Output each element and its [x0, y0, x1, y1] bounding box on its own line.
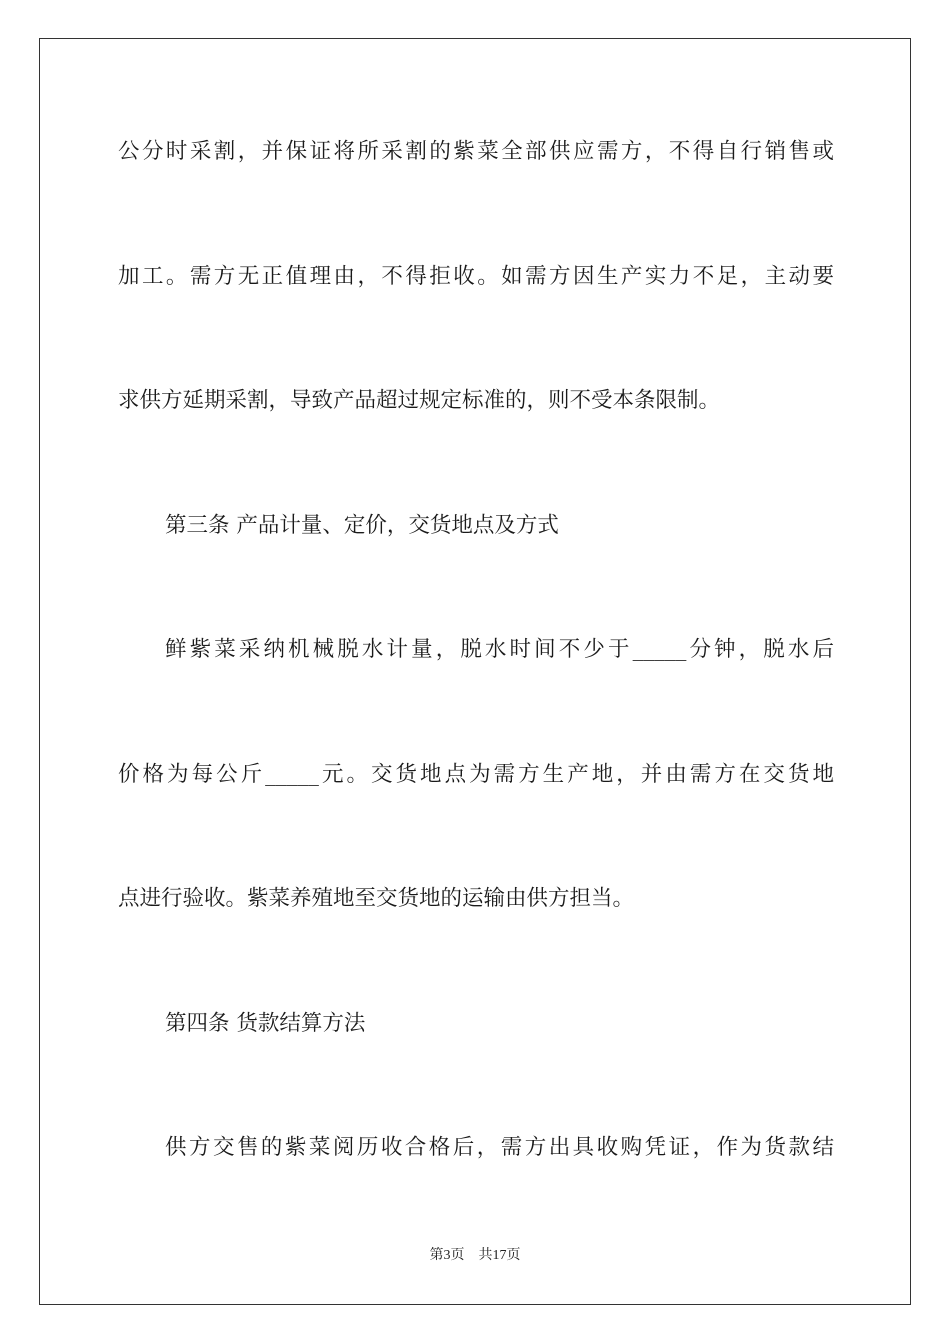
page-total: 共17页: [478, 1248, 521, 1263]
paragraph-line: 供方交售的紫菜阅历收合格后，需方出具收购凭证，作为货款结: [165, 1135, 834, 1160]
paragraph-line: 求供方延期采割，导致产品超过规定标准的，则不受本条限制。: [118, 388, 721, 413]
page-border: [39, 38, 911, 1305]
page-footer: [0, 1247, 950, 1265]
page-number: 第3页: [429, 1248, 465, 1263]
paragraph-line: 价格为每公斤_____元。交货地点为需方生产地，并由需方在交货地: [118, 762, 834, 787]
paragraph-line: 点进行验收。紫菜养殖地至交货地的运输由供方担当。: [118, 886, 635, 911]
section-heading-article-4: 第四条 货款结算方法: [165, 1011, 366, 1036]
paragraph-line: 鲜紫菜采纳机械脱水计量，脱水时间不少于_____分钟，脱水后: [165, 637, 834, 662]
paragraph-line: 加工。需方无正值理由，不得拒收。如需方因生产实力不足，主动要: [118, 264, 834, 289]
section-heading-article-3: 第三条 产品计量、定价，交货地点及方式: [165, 513, 559, 538]
paragraph-line: 公分时采割，并保证将所采割的紫菜全部供应需方，不得自行销售或: [118, 139, 834, 164]
